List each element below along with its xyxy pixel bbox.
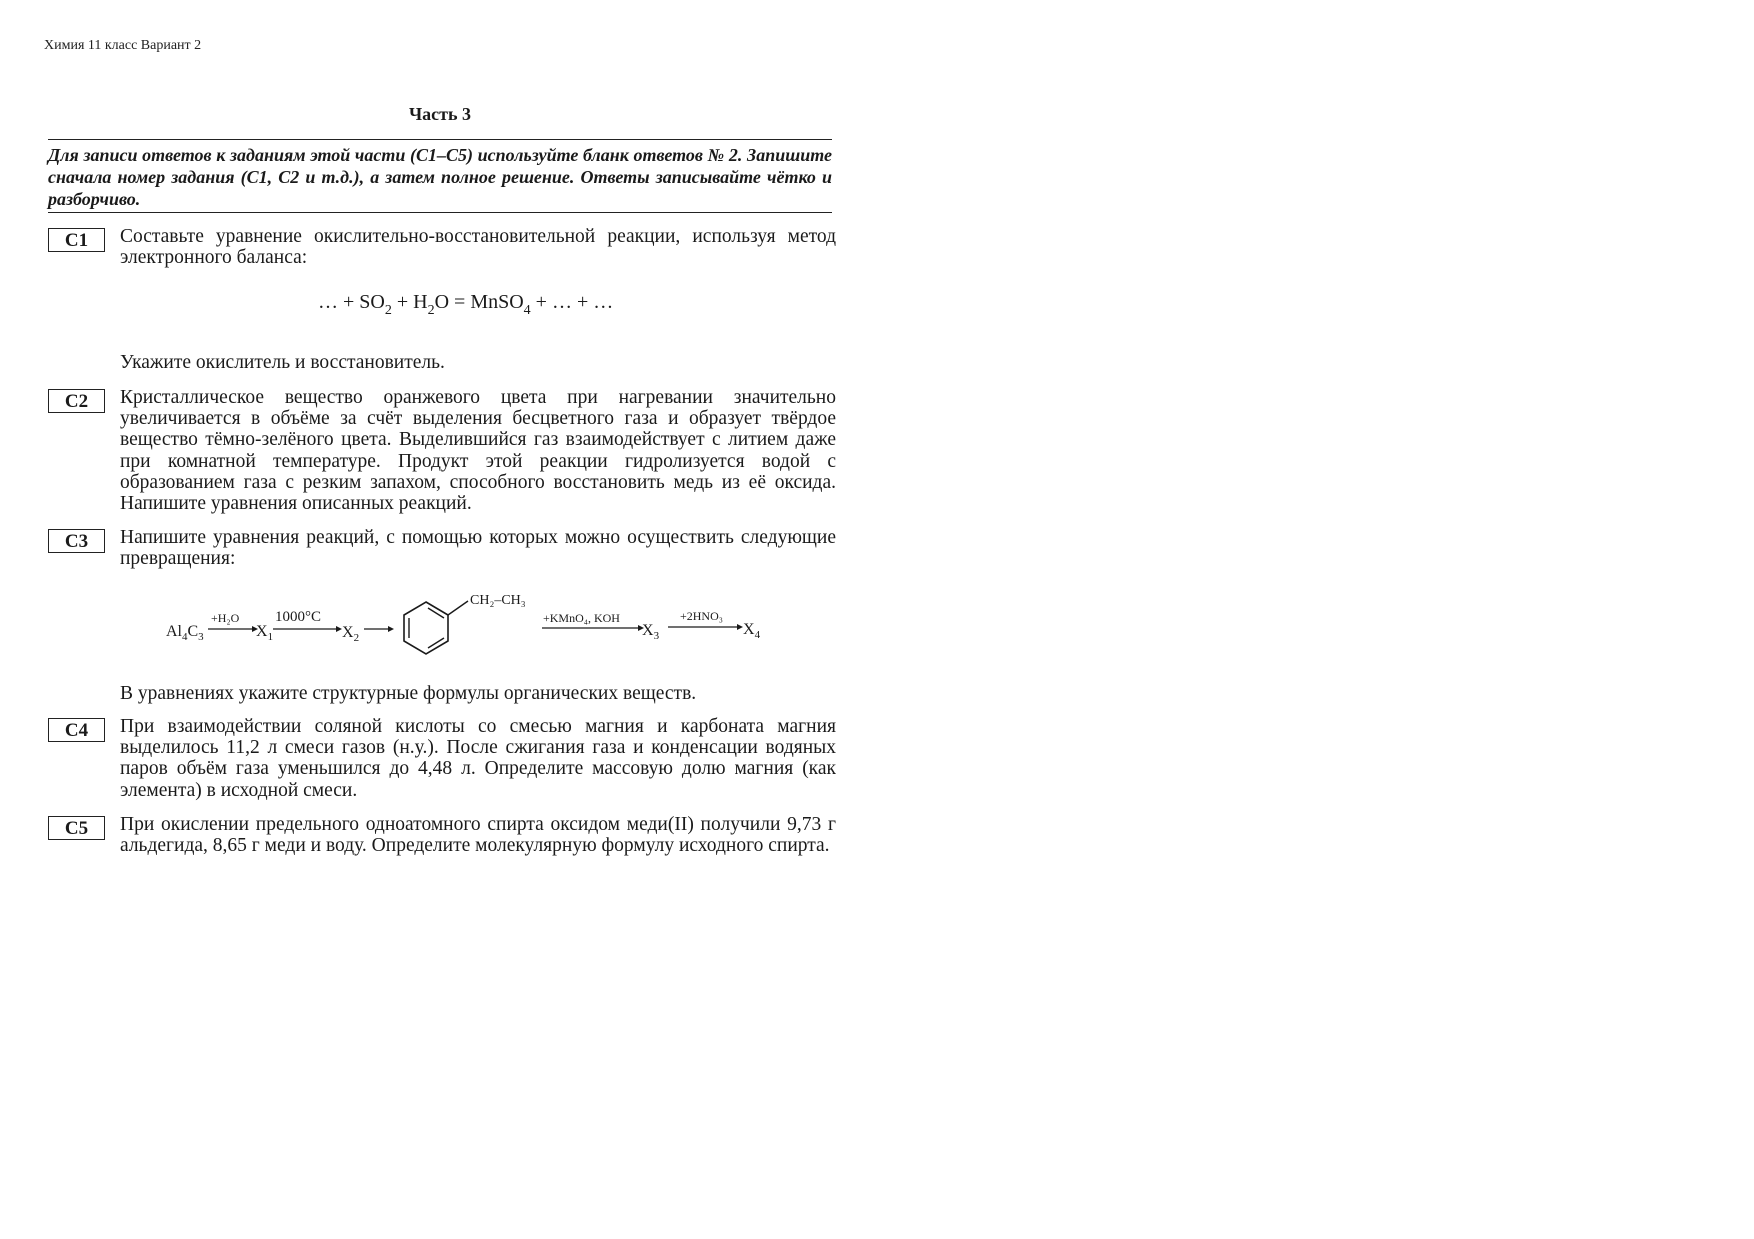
task-c5 xyxy=(48,814,836,856)
task-label-c2: С2 xyxy=(48,389,105,413)
scheme-start: $Al_4C_3$ xyxy=(166,623,204,643)
task-text-c1: Составьте уравнение окислительно-восстановительной реакции, используя метод электронного баланса: xyxy=(120,226,836,269)
task-c1 xyxy=(48,226,836,268)
task-text-c3: Напишите уравнения реакций, с помощью которых можно осуществить следующие превращения: xyxy=(120,527,836,570)
task-label-c3: С3 xyxy=(48,529,105,553)
task-c4 xyxy=(48,716,836,801)
scheme-x2: $X_2$ xyxy=(342,624,360,644)
scheme-x4: $X_4$ xyxy=(743,621,761,641)
task-c2 xyxy=(48,387,836,514)
scheme-arrow2-label: 1000°C xyxy=(275,609,322,625)
task-c3 xyxy=(48,527,836,569)
task-label-c5: С5 xyxy=(48,816,105,840)
scheme-substituent: CH₂–CH₃ xyxy=(470,593,526,608)
instructions: Для записи ответов к заданиям этой части (С1–С5) используйте бланк ответов № 2. Запишите сначала номер задания (С1, С2 и т.д.), а затем полное решение. Ответы записывайте чётко и разборчиво. xyxy=(48,139,832,213)
scheme-arrow1-label: +H₂O xyxy=(211,611,240,625)
part-title: Часть 3 xyxy=(408,104,472,124)
scheme-arrow3-label: +KMnO₄, KOH xyxy=(543,611,620,625)
page-header: Химия 11 класс Вариант 2 xyxy=(44,38,202,53)
scheme-arrow-benzene-head xyxy=(388,626,394,632)
c1-after-text: Укажите окислитель и восстановитель. xyxy=(120,352,445,373)
task-text-c2: Кристаллическое вещество оранжевого цвета при нагревании значительно увеличивается в объёме за счёт выделения бесцветного газа и образует твёрдое вещество тёмно-зелёного цвета. Выделившийся газ взаимодействует с литием даже при комнатной температуре. Продукт этой реакции гидролизуется водой с образованием газа с резким запахом, способного восстановить медь из её оксида. Напишите уравнения описанных реакций. xyxy=(120,387,836,515)
c1-equation: … + $SO_2 + H_2O$ = MnSO$_4$ + … + … xyxy=(318,291,614,318)
scheme-x1: $X_1$ xyxy=(256,623,274,643)
task-text-c5: При окислении предельного одноатомного спирта оксидом меди(II) получили 9,73 г альдегида, 8,65 г меди и воду. Определите молекулярную формулу исходного спирта. xyxy=(120,814,836,857)
scheme-x3: $X_3$ xyxy=(642,622,660,642)
scheme-arrow4-label: +2HNO₃ xyxy=(680,609,723,623)
task-label-c1: С1 xyxy=(48,228,105,252)
task-label-c4: С4 xyxy=(48,718,105,742)
c3-after-text: В уравнениях укажите структурные формулы органических веществ. xyxy=(120,683,697,704)
c3-reaction-scheme xyxy=(160,580,780,660)
task-text-c4: При взаимодействии соляной кислоты со смесью магния и карбоната магния выделилось 11,2 л смеси газов (н.у.). После сжигания газа и конденсации водяных паров объём газа уменьшился до 4,48 л. Определите массовую долю магния (как элемента) в исходной смеси. xyxy=(120,716,836,801)
benzene-ring-icon xyxy=(404,601,468,654)
